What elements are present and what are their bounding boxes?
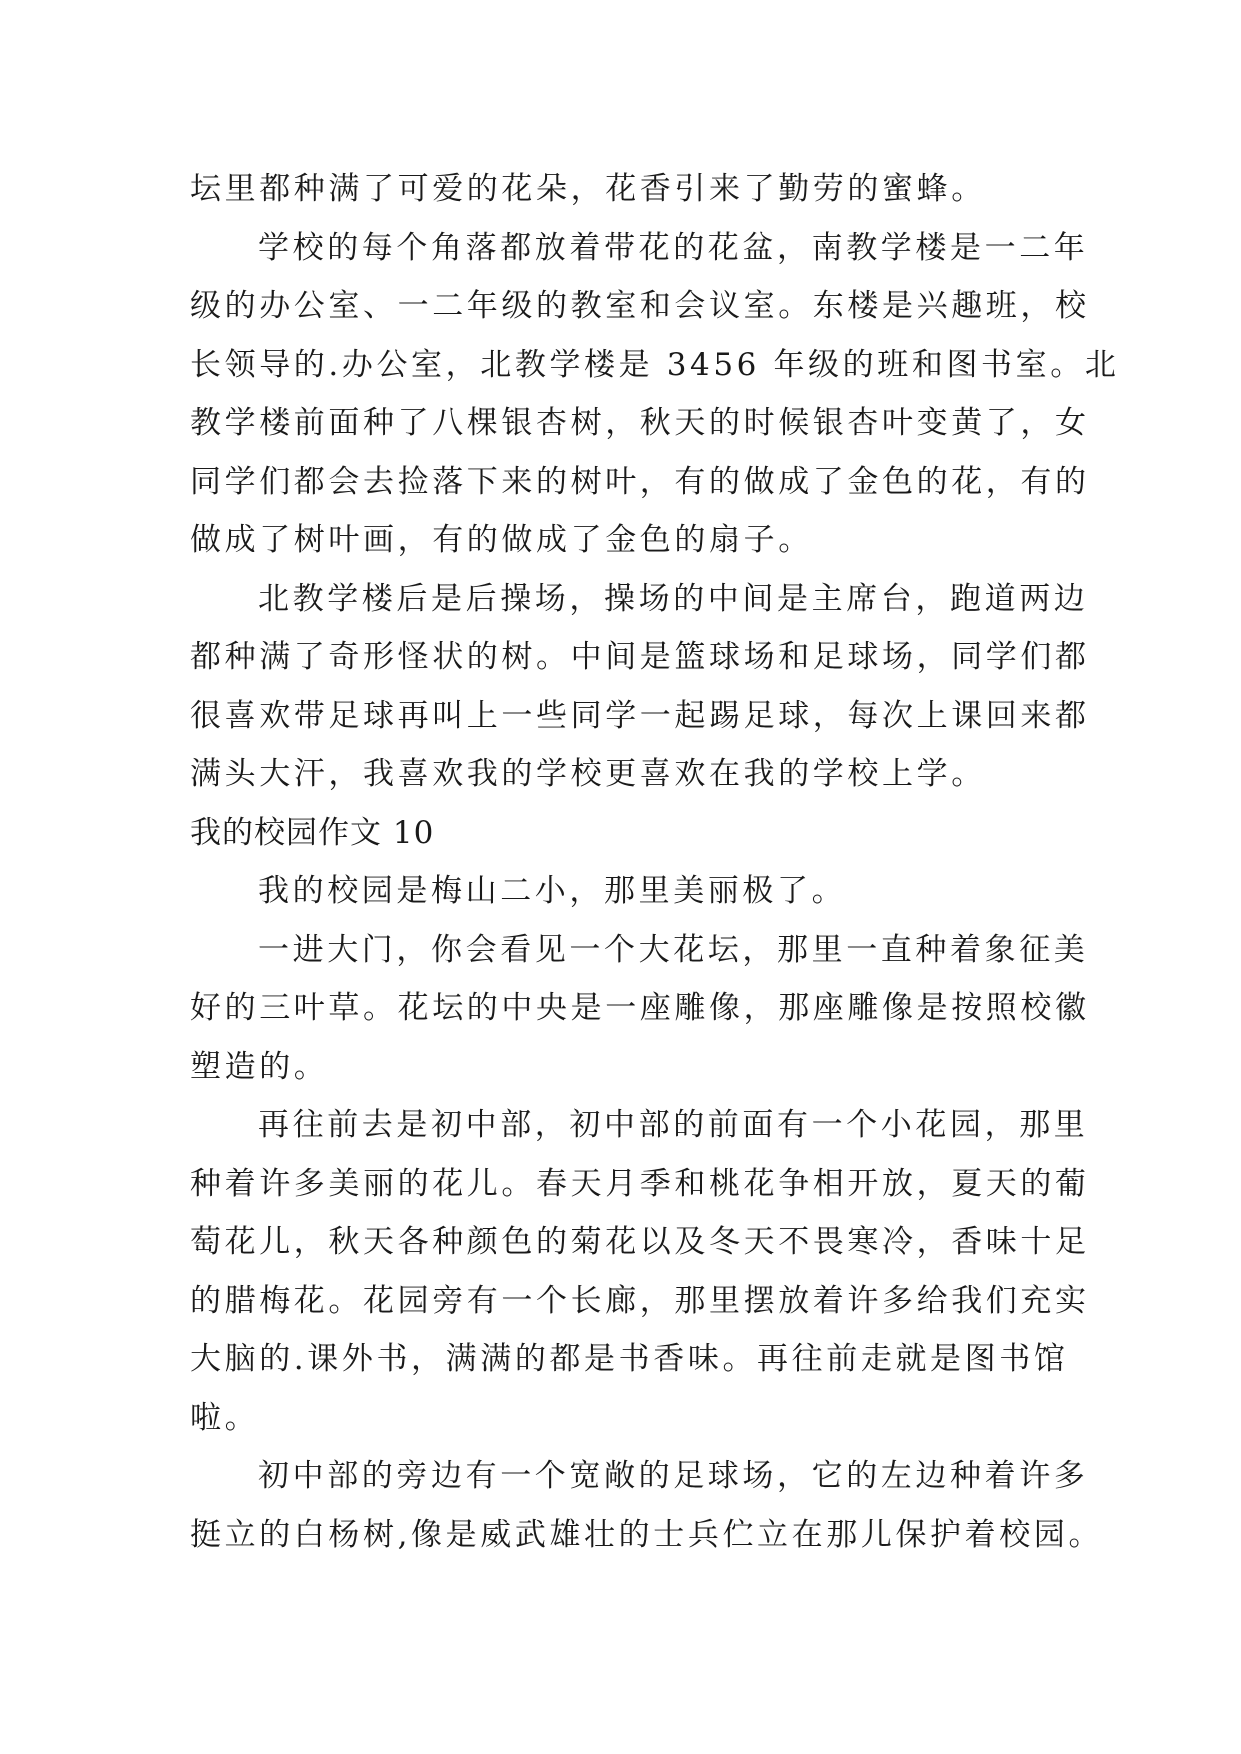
paragraph-start-line: 初中部的旁边有一个宽敞的足球场，它的左边种着许多: [258, 1458, 1089, 1494]
text-line: 啦。: [190, 1399, 260, 1436]
text-line: 都种满了奇形怪状的树。中间是篮球场和足球场，同学们都: [190, 639, 1090, 675]
text-line: 坛里都种满了可爱的花朵，花香引来了勤劳的蜜蜂。: [190, 171, 986, 207]
text-line: 种着许多美丽的花儿。春天月季和桃花争相开放，夏天的葡: [190, 1165, 1090, 1202]
text-line: 的腊梅花。花园旁有一个长廊，那里摆放着许多给我们充实: [190, 1282, 1090, 1319]
paragraph-start-line: 北教学楼后是后操场，操场的中间是主席台，跑道两边: [258, 580, 1089, 617]
text-line: 同学们都会去捡落下来的树叶，有的做成了金色的花，有的: [190, 463, 1090, 500]
text-line: 塑造的。: [190, 1048, 329, 1085]
text-line: 级的办公室、一二年级的教室和会议室。东楼是兴趣班，校: [190, 288, 1090, 324]
text-line: 长领导的.办公室，北教学楼是 3456 年级的班和图书室。北: [190, 346, 1120, 383]
document-body: [190, 160, 1120, 1564]
text-line: 好的三叶草。花坛的中央是一座雕像，那座雕像是按照校徽: [190, 990, 1090, 1026]
text-line: 教学楼前面种了八棵银杏树，秋天的时候银杏叶变黄了，女: [190, 405, 1090, 441]
text-line: 满头大汗，我喜欢我的学校更喜欢在我的学校上学。: [190, 756, 986, 792]
paragraph-start-line: 我的校园是梅山二小，那里美丽极了。: [258, 873, 847, 909]
paragraph-start-line: 再往前去是初中部，初中部的前面有一个小花园，那里: [258, 1107, 1089, 1143]
text-line: 萄花儿，秋天各种颜色的菊花以及冬天不畏寒冷，香味十足: [190, 1224, 1090, 1260]
text-line: 挺立的白杨树,像是威武雄壮的士兵伫立在那儿保护着校园。: [190, 1516, 1104, 1553]
section-heading: 我的校园作文 10: [190, 814, 435, 851]
text-line: 做成了树叶画，有的做成了金色的扇子。: [190, 522, 813, 558]
paragraph-start-line: 学校的每个角落都放着带花的花盆，南教学楼是一二年: [258, 229, 1089, 266]
paragraph-start-line: 一进大门，你会看见一个大花坛，那里一直种着象征美: [258, 931, 1089, 968]
text-line: 很喜欢带足球再叫上一些同学一起踢足球，每次上课回来都: [190, 697, 1090, 734]
text-line: 大脑的.课外书，满满的都是书香味。再往前走就是图书馆: [190, 1341, 1069, 1377]
